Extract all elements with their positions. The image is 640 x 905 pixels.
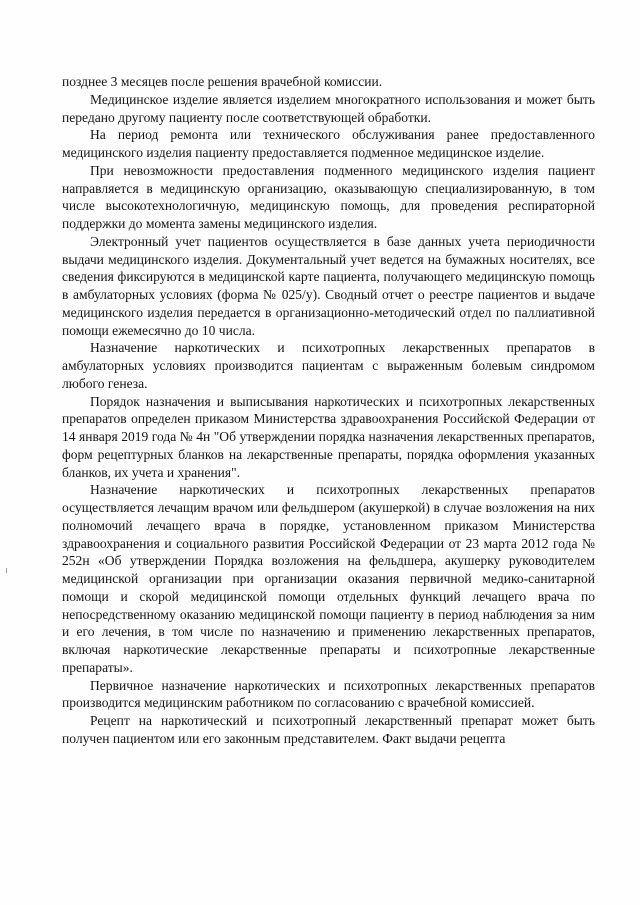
paragraph-initial-prescription: Первичное назначение наркотических и психотропных лекарственных препаратов производится медицинским работником по согласованию с врачебной комиссией. — [62, 677, 595, 711]
paragraph-prescription-order: Порядок назначения и выписывания наркотических и психотропных лекарственных препаратов определен приказом Министерства здравоохранения Российской Федерации от 14 января 2019 года № 4н "Об утверждении порядка назначения лекарственных препаратов, форм рецептурных бланков на лекарственные препараты, порядка оформления указанных бланков, их учета и хранения". — [62, 393, 595, 480]
paragraph-continuation: позднее 3 месяцев после решения врачебной комиссии. — [62, 74, 383, 89]
document-body — [62, 73, 595, 748]
paragraph-narcotic-prescription: Назначение наркотических и психотропных лекарственных препаратов в амбулаторных условиях производится пациентам с выраженным болевым синдромом любого генеза. — [62, 340, 595, 391]
paragraph-electronic-records: Электронный учет пациентов осуществляется в базе данных учета периодичности выдачи медицинского изделия. Документальный учет ведется на бумажных носителях, все сведения фиксируются в медицинской карте пациента, получающего медицинскую помощь в амбулаторных условиях (форма № 025/у). Сводный отчет о реестре пациентов и выдаче медицинского изделия передается в организационно-методический отдел по паллиативной помощи ежемесячно до 10 числа. — [62, 233, 595, 338]
paragraph-recipe-receipt: Рецепт на наркотический и психотропный лекарственный препарат может быть получен пациентом или его законным представителем. Факт выдачи рецепта — [62, 713, 595, 746]
paragraph-reusable-device: Медицинское изделие является изделием многократного использования и может быть передано другому пациенту после соответствующей обработки. — [62, 91, 595, 125]
paragraph-referral: При невозможности предоставления подменного медицинского изделия пациент направляется в медицинскую организацию, оказывающую специализированную, в том числе высокотехнологичную, медицинскую помощь, для проведения респираторной поддержки до момента замены медицинского изделия. — [62, 162, 595, 231]
scan-margin-mark — [6, 568, 7, 573]
paragraph-prescribing-authority: Назначение наркотических и психотропных лекарственных препаратов осуществляется лечащим врачом или фельдшером (акушеркой) в случае возложения на них полномочий лечащего врача в порядке, установленном приказом Министерства здравоохранения и социального развития Российской Федерации от 23 марта 2012 года № 252н «Об утверждении Порядка возложения на фельдшера, акушерку руководителем медицинской организации при организации оказания первичной медико-санитарной помощи и скорой медицинской помощи отдельных функций лечащего врача по непосредственному оказанию медицинской помощи пациенту в период наблюдения за ним и его лечения, в том числе по назначению и применению лекарственных препаратов, включая наркотические лекарственные препараты и психотропные лекарственные препараты». — [62, 482, 595, 675]
paragraph-replacement-device: На период ремонта или технического обслуживания ранее предоставленного медицинского изделия пациенту предоставляется подменное медицинское изделие. — [62, 127, 595, 160]
